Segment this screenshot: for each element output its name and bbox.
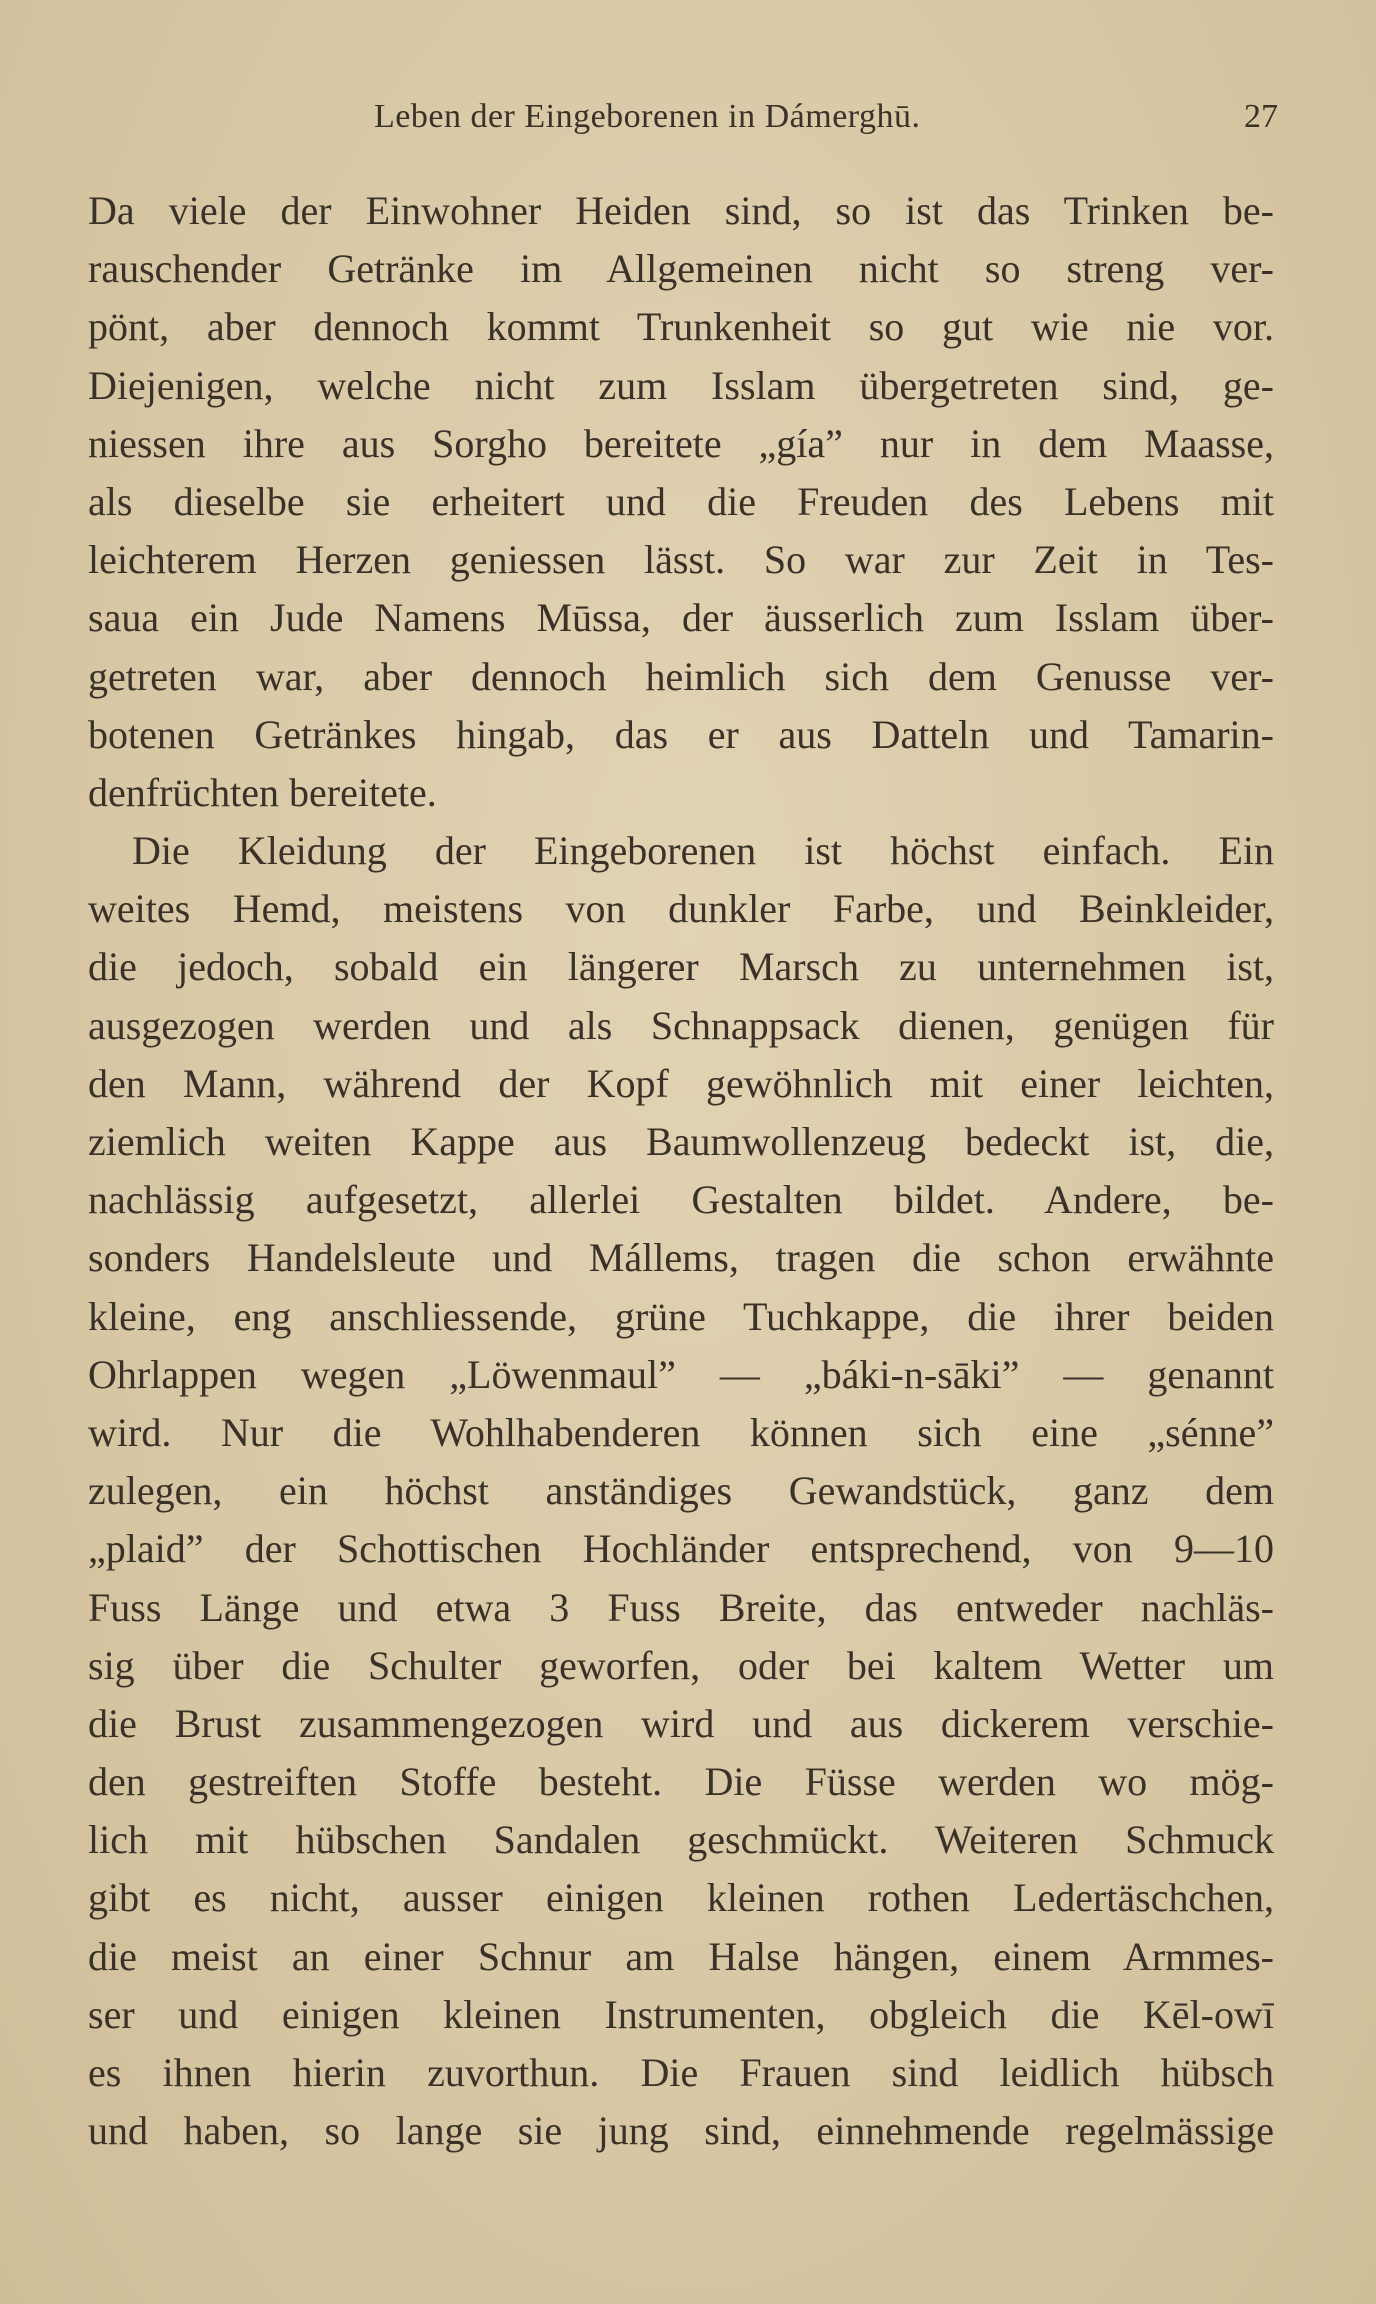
- text-line: leichterem Herzen geniessen lässt. So war zur Zeit in Tes-: [88, 537, 1274, 583]
- text-line: Da viele der Einwohner Heiden sind, so ist das Trinken be-: [88, 188, 1274, 233]
- text-line: die Brust zusammengezogen wird und aus dickerem verschie-: [88, 1700, 1274, 1746]
- text-line: sig über die Schulter geworfen, oder bei kaltem Wetter um: [88, 1642, 1274, 1688]
- text-line: die jedoch, sobald ein längerer Marsch zu unternehmen ist,: [88, 944, 1274, 990]
- text-line: ziemlich weiten Kappe aus Baumwollenzeug bedeckt ist, die,: [88, 1119, 1274, 1164]
- text-line: denfrüchten bereitete.: [88, 769, 437, 815]
- text-line: zulegen, ein höchst anständiges Gewandstück, ganz dem: [88, 1468, 1274, 1514]
- text-line: botenen Getränkes hingab, das er aus Datteln und Tamarin-: [88, 711, 1274, 757]
- text-line: wird. Nur die Wohlhabenderen können sich eine „sénne”: [88, 1409, 1274, 1455]
- text-line: sonders Handelsleute und Mállems, tragen die schon erwähnte: [88, 1235, 1274, 1281]
- body-text: [88, 182, 1274, 2160]
- text-line: pönt, aber dennoch kommt Trunkenheit so gut wie nie vor.: [88, 304, 1274, 350]
- text-line: die meist an einer Schnur am Halse hängen, einem Armmes-: [88, 1933, 1274, 1979]
- text-line: ser und einigen kleinen Instrumenten, obgleich die Kēl-owī: [88, 1991, 1274, 2037]
- running-head: Leben der Eingeborenen in Dámerghū.: [374, 98, 921, 135]
- text-line: nachlässig aufgesetzt, allerlei Gestalten bildet. Andere, be-: [88, 1177, 1274, 1223]
- text-line: gibt es nicht, ausser einigen kleinen rothen Ledertäschchen,: [88, 1875, 1274, 1921]
- text-line: ausgezogen werden und als Schnappsack dienen, genügen für: [88, 1002, 1274, 1048]
- page-header: [88, 98, 1278, 148]
- text-line: „plaid” der Schottischen Hochländer entsprechend, von 9—10: [88, 1526, 1274, 1572]
- text-line: den gestreiften Stoffe besteht. Die Füsse werden wo mög-: [88, 1759, 1274, 1805]
- text-line: Ohrlappen wegen „Löwenmaul” — „báki-n-sāki” — genannt: [88, 1351, 1274, 1397]
- text-line: den Mann, während der Kopf gewöhnlich mit einer leichten,: [88, 1060, 1274, 1106]
- text-line: Die Kleidung der Eingeborenen ist höchst einfach. Ein: [132, 828, 1274, 874]
- text-line: als dieselbe sie erheitert und die Freuden des Lebens mit: [88, 478, 1274, 524]
- text-line: und haben, so lange sie jung sind, einnehmende regelmässige: [88, 2108, 1274, 2154]
- text-line: kleine, eng anschliessende, grüne Tuchkappe, die ihrer beiden: [88, 1293, 1274, 1339]
- text-line: es ihnen hierin zuvorthun. Die Frauen sind leidlich hübsch: [88, 2050, 1274, 2095]
- page-number: 27: [1244, 98, 1278, 135]
- text-line: niessen ihre aus Sorgho bereitete „gía” nur in dem Maasse,: [88, 420, 1274, 466]
- text-line: rauschender Getränke im Allgemeinen nicht so streng ver-: [88, 246, 1274, 292]
- text-line: getreten war, aber dennoch heimlich sich dem Genusse ver-: [88, 653, 1274, 699]
- text-line: Diejenigen, welche nicht zum Isslam übergetreten sind, ge-: [88, 362, 1274, 408]
- text-line: weites Hemd, meistens von dunkler Farbe, und Beinkleider,: [88, 886, 1274, 932]
- text-line: saua ein Jude Namens Mūssa, der äusserlich zum Isslam über-: [88, 595, 1274, 641]
- text-line: Fuss Länge und etwa 3 Fuss Breite, das entweder nachläs-: [88, 1584, 1274, 1630]
- text-line: lich mit hübschen Sandalen geschmückt. Weiteren Schmuck: [88, 1817, 1274, 1863]
